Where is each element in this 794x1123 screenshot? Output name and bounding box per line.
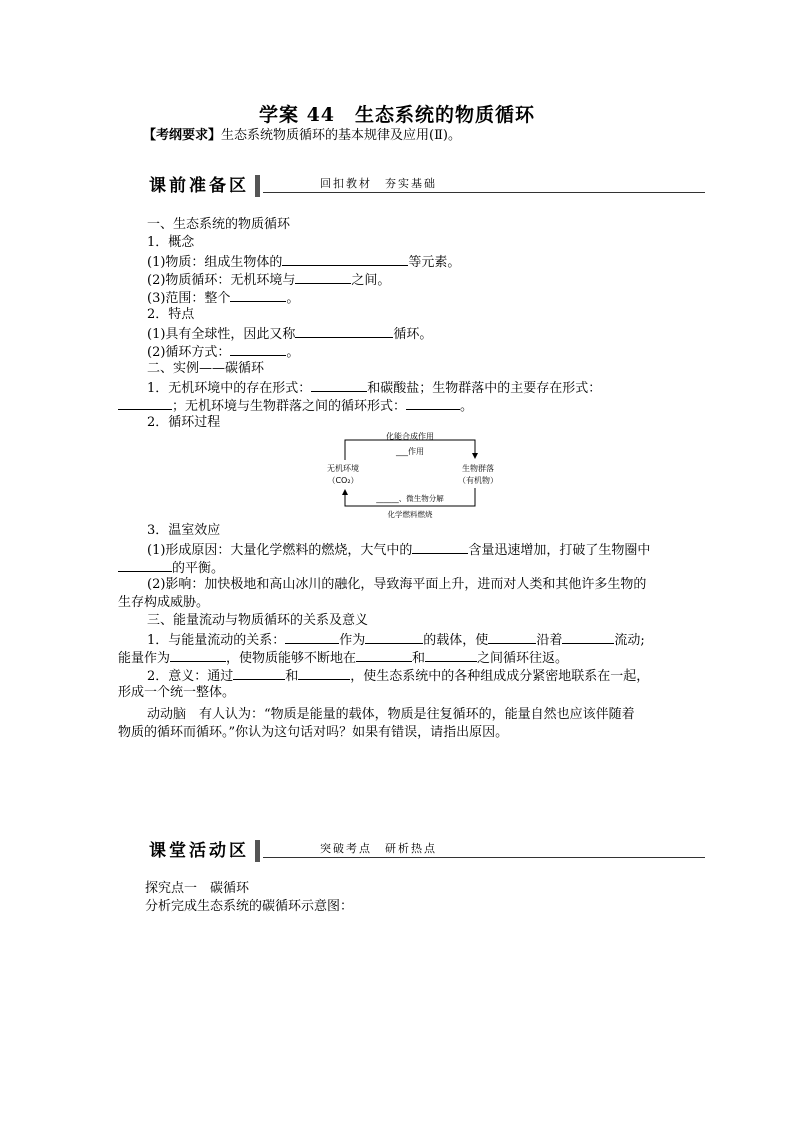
diagram-right-label: 生物群落 (462, 464, 494, 473)
item-relation-cont (118, 648, 568, 668)
blank-field[interactable] (311, 378, 367, 392)
heading-2: 二、实例——碳循环 (147, 361, 265, 376)
requirement-label: 【考纲要求】 (143, 128, 222, 143)
heading-1: 一、生态系统的物质循环 (147, 217, 291, 232)
text: 能量作为 (118, 651, 171, 666)
item-cycle (147, 270, 390, 290)
text: 1．与能量流动的关系： (147, 633, 286, 648)
blank-field[interactable] (230, 342, 286, 356)
item-matter (147, 252, 460, 272)
text: ；无机环境与生物群落之间的循环形式： (172, 399, 407, 414)
blank-field[interactable] (233, 666, 285, 680)
blank-field[interactable] (425, 648, 477, 662)
text: ，使物质能够不断地在 (226, 651, 357, 666)
text: (2)循环方式： (147, 345, 231, 360)
item-impact: (2)影响：加快极地和高山冰川的融化，导致海平面上升，进而对人类和其他许多生物的 (147, 577, 647, 592)
think-question-line-2: 物质的循环而循环。”你认为这句话对吗？如果有错误，请指出原因。 (118, 725, 509, 740)
text: ，使生态系统中的各种组成成分紧密地联系在一起， (350, 669, 650, 684)
page-title: 学案 44 生态系统的物质循环 (258, 104, 536, 126)
text: 。 (286, 291, 300, 306)
diagram-bottom-label-2: 化学燃料燃烧 (387, 510, 433, 519)
section-banner-preview (145, 175, 705, 201)
text: 和 (412, 651, 426, 666)
text: 。 (286, 345, 300, 360)
item-cause (147, 540, 650, 560)
diagram-left-label-2: （CO₂） (327, 476, 359, 485)
item-forms-cont (118, 396, 473, 416)
blank-field[interactable] (488, 630, 536, 644)
carbon-cycle-diagram (310, 430, 510, 520)
text: 之间循环往返。 (477, 651, 569, 666)
item-global (147, 324, 432, 344)
text: 沿着 (536, 633, 563, 648)
text: (3)范围：整个 (147, 291, 231, 306)
blank-field[interactable] (406, 396, 460, 410)
heading-3: 三、能量流动与物质循环的关系及意义 (147, 613, 369, 628)
banner-rule (263, 857, 705, 858)
think-question-line-1: 动动脑 有人认为：“物质是能量的载体，物质是往复循环的，能量自然也应该伴随着 (147, 707, 635, 722)
section-tag: 课堂活动区 (145, 840, 260, 862)
diagram-bottom-label: ______、微生物分解 (376, 494, 444, 503)
exam-requirement (143, 124, 461, 143)
item-process: 2．循环过程 (147, 415, 221, 430)
text: (1)形成原因：大量化学燃料的燃烧，大气中的 (147, 543, 413, 558)
item-significance (147, 666, 649, 686)
probe-task: 分析完成生态系统的碳循环示意图： (145, 899, 354, 914)
banner-rule (263, 192, 705, 193)
blank-field[interactable] (295, 270, 351, 284)
probe-point-title: 探究点一 碳循环 (145, 881, 250, 896)
item-cause-cont (118, 558, 224, 578)
item-impact-cont: 生存构成威胁。 (118, 595, 210, 610)
blank-field[interactable] (298, 666, 350, 680)
text: 作为 (339, 633, 366, 648)
text: 2．意义：通过 (147, 669, 234, 684)
blank-field[interactable] (356, 648, 412, 662)
blank-field[interactable] (285, 630, 339, 644)
item-relation (147, 630, 645, 650)
text: 和 (285, 669, 299, 684)
text: 之间。 (351, 273, 391, 288)
blank-field[interactable] (295, 324, 393, 338)
item-significance-cont: 形成一个统一整体。 (118, 685, 236, 700)
text: 等元素。 (408, 255, 461, 270)
blank-field[interactable] (118, 396, 172, 410)
text: 含量迅速增加，打破了生物圈中 (468, 543, 651, 558)
blank-field[interactable] (562, 630, 614, 644)
text: 的平衡。 (172, 561, 225, 576)
diagram-top-label: 化能合成作用 (386, 432, 434, 441)
item-features: 2．特点 (147, 307, 195, 322)
diagram-left-label: 无机环境 (327, 464, 359, 473)
carbon-cycle-svg (310, 430, 510, 520)
text: (1)物质：组成生物体的 (147, 255, 283, 270)
text: 1．无机环境中的存在形式： (147, 381, 312, 396)
blank-field[interactable] (118, 558, 172, 572)
text: 。 (460, 399, 474, 414)
text: (1)具有全球性，因此又称 (147, 327, 296, 342)
blank-field[interactable] (365, 630, 423, 644)
text: 和碳酸盐；生物群落中的主要存在形式： (367, 381, 602, 396)
item-scope (147, 288, 299, 308)
text: (2)物质循环：无机环境与 (147, 273, 296, 288)
section-subtitle: 回扣教材 夯实基础 (320, 177, 437, 190)
blank-field[interactable] (282, 252, 408, 266)
text: 的载体，使 (423, 633, 489, 648)
item-forms (147, 378, 601, 398)
blank-field[interactable] (170, 648, 226, 662)
section-subtitle: 突破考点 研析热点 (320, 842, 437, 855)
blank-field[interactable] (412, 540, 468, 554)
diagram-top-label-2: ___作用 (396, 447, 424, 456)
section-banner-classroom (145, 840, 705, 866)
item-greenhouse: 3．温室效应 (147, 523, 221, 538)
item-concept: 1．概念 (147, 235, 195, 250)
section-tag: 课前准备区 (145, 175, 260, 197)
item-mode (147, 342, 299, 362)
diagram-right-label-2: （有机物） (458, 476, 498, 485)
blank-field[interactable] (230, 288, 286, 302)
text: 循环。 (393, 327, 433, 342)
requirement-text: 生态系统物质循环的基本规律及应用(Ⅱ)。 (221, 128, 461, 143)
text: 流动; (614, 633, 645, 648)
